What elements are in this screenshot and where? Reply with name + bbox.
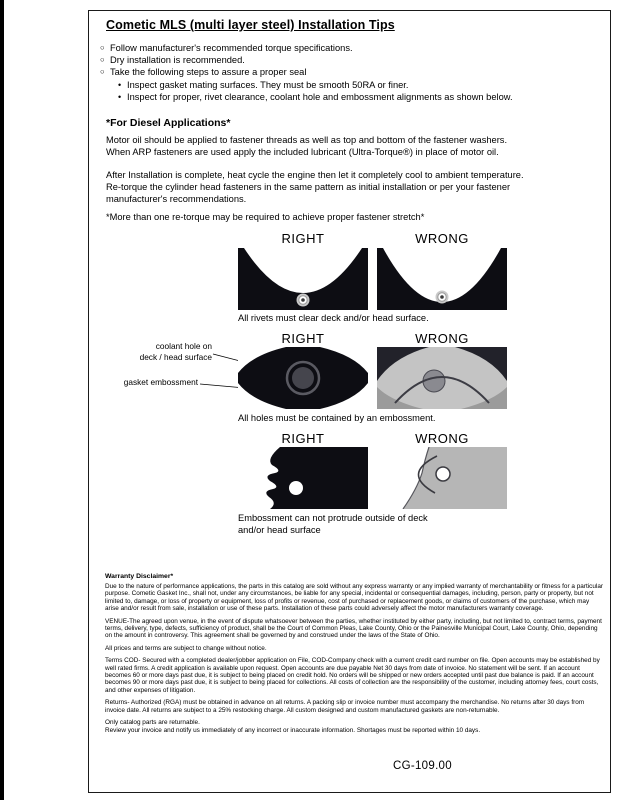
figure1-caption: All rivets must clear deck and/or head surface. (238, 313, 429, 323)
tips-list (100, 42, 590, 103)
figure3-wrong-label: WRONG (415, 431, 469, 446)
warranty-heading: Warranty Disclaimer* (105, 573, 174, 580)
prices-paragraph: All prices and terms are subject to change without notice. (105, 644, 267, 652)
list-item-text: Inspect for proper, rivet clearance, coolant hole and embossment alignments as shown below. (127, 91, 513, 102)
list-item (100, 54, 590, 66)
list-sub-item (118, 79, 590, 91)
retorque-note: *More than one re-torque may be required to achieve proper fastener stretch* (106, 212, 425, 222)
scan-edge-strip (0, 0, 4, 800)
terms-paragraph: Terms COD- Secured with a completed dealer/jobber application on File, COD-Company check with a current credit card number on file. Open accounts may be established by well rated firms. A credit application is available upon request. Open accounts are due payable Net 30 days from date of invoice. No statement will be sent. If an account becomes 60 or more days past due, it is subject to being placed on credit hold. No orders will be shipped or new orders accepted until past due balance is paid. If an account becomes 90 or more days past due, it is subject to being placed for collections. All costs of collection are the responsibility of the customer, including attorney fees, court costs, and other expenses of litigation. (105, 657, 600, 694)
figure2-caption: All holes must be contained by an embossment. (238, 413, 436, 423)
catalog-parts-line: Only catalog parts are returnable. (105, 719, 200, 727)
embossment-containment-right-diagram (238, 347, 368, 409)
list-item (100, 42, 590, 54)
gasket-cross-section-icon (238, 347, 368, 409)
list-item-text: Inspect gasket mating surfaces. They must be smooth 50RA or finer. (127, 79, 409, 90)
diesel-applications-heading: *For Diesel Applications* (106, 117, 231, 129)
warranty-paragraph: Due to the nature of performance applications, the parts in this catalog are sold without any express warranty or any implied warranty of merchantability or fitness for a particular purpose. Cometic Gasket Inc., shall not, under any circumstances, be liable for any special, incidental or consequential damages, including, person, party or property, but not limited to, damage, or loss of property or equipment, loss of profits or revenue, cost of purchased or replacement goods, or claims of customers of the purchase, which may arise and/or result from sale, installation or use of these parts. Installation of these parts could adversely affect the motor manufacturers warranty coverage. (105, 583, 604, 613)
page-number: CG-109.00 (393, 760, 452, 772)
gasket-cross-section-icon (377, 248, 507, 310)
figure3-caption: Embossment can not protrude outside of deck and/or head surface (238, 513, 428, 535)
page-title: Cometic MLS (multi layer steel) Installation Tips (106, 18, 395, 32)
coolant-hole (423, 370, 445, 392)
circle-bullet-marker: ○ (100, 55, 105, 65)
list-sub-item (118, 91, 590, 103)
gasket-body (266, 447, 368, 509)
gasket-embossment-label: gasket embossment (123, 377, 198, 387)
bolt-hole (289, 481, 303, 495)
gasket-cross-section-icon (377, 447, 507, 509)
list-item-text: Take the following steps to assure a proper seal (110, 67, 307, 78)
figure1-right-label: RIGHT (281, 231, 325, 246)
warranty-section (105, 573, 603, 739)
figure2-wrong-label: WRONG (415, 331, 469, 346)
diesel-paragraph-1: Motor oil should be applied to fastener threads as well as top and bottom of the fastener washers. When ARP fasteners are used apply the included lubricant (Ultra-Torque®) in place of motor oil. (106, 135, 508, 157)
rivet-center (440, 295, 444, 299)
rivet-clearance-wrong-diagram (377, 248, 507, 310)
venue-paragraph: VENUE-The agreed upon venue, in the event of dispute whatsoever between the parties, whether instituted by either party, including, but not limited to, contract terms, payment terms, delivery, type, defects, sufficiency of product, shall be the Court of Common Pleas, Lake County, Ohio or the Painesville Municipal Court, Lake County, Ohio, depending on the amount in controversy. This agreement shall be governed by and construed under the laws of the State of Ohio. (105, 617, 602, 640)
embossment-protrusion-wrong-diagram (377, 447, 507, 509)
embossment-protrusion-right-diagram (238, 447, 368, 509)
gasket-cross-section-icon (377, 347, 507, 409)
list-item-text: Follow manufacturer's recommended torque specifications. (110, 43, 353, 53)
figure2-right-label: RIGHT (281, 331, 325, 346)
invoice-review-line: Review your invoice and notify us immediately of any incorrect or inaccurate information. Shortages must be reported within 10 days. (105, 726, 481, 734)
rivet-center (301, 298, 305, 302)
coolant-hole-label-line1: coolant hole on (155, 341, 212, 351)
embossment-containment-wrong-diagram (377, 347, 507, 409)
figure1-wrong-label: WRONG (415, 231, 469, 246)
coolant-hole-label-line2: deck / head surface (139, 351, 212, 362)
figure3-right-label: RIGHT (281, 431, 325, 446)
circle-bullet-marker: ○ (100, 67, 105, 77)
bolt-hole (436, 467, 450, 481)
dot-bullet-marker: • (118, 79, 122, 90)
coolant-hole (292, 367, 314, 389)
circle-bullet-marker: ○ (100, 43, 105, 52)
gasket-cross-section-icon (238, 248, 368, 310)
list-item-text: Dry installation is recommended. (110, 55, 245, 66)
gasket-cross-section-icon (238, 447, 368, 509)
list-item (100, 66, 590, 78)
dot-bullet-marker: • (118, 91, 122, 102)
diesel-paragraph-2: After Installation is complete, heat cycle the engine then let it completely cool to ambient temperature. Re-torque the cylinder head fasteners in the same pattern as initial installation or per your fastener manufacturer's recommendations. (106, 170, 524, 204)
rivet-clearance-right-diagram (238, 248, 368, 310)
returns-paragraph: Returns- Authorized (RGA) must be obtained in advance on all returns. A packing slip or invoice number must accompany the merchandise. No returns after 30 days from invoice date. All returns are subject to a 25% restocking charge. All custom designed and custom manufactured gaskets are non-returnable. (105, 699, 585, 714)
